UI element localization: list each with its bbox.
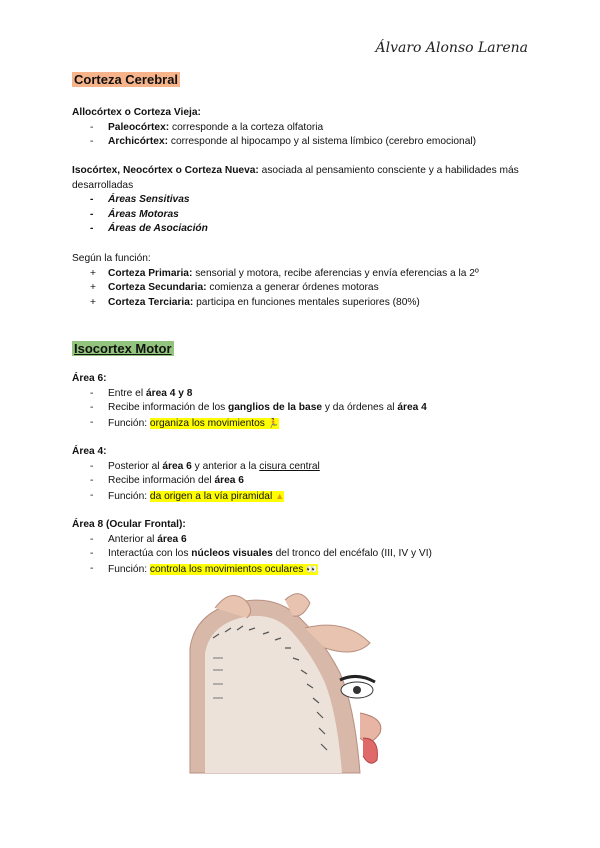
dash-marker: - [90, 475, 94, 487]
list-item [72, 562, 542, 578]
item-bold: Paleocórtex: [108, 121, 170, 133]
funcion-block [72, 252, 542, 310]
item-text: comienza a generar órdenes motoras [206, 282, 379, 294]
item-text: corresponde a la corteza olfatoria [169, 121, 324, 133]
list-item [72, 222, 542, 237]
dash-marker: - [90, 387, 94, 399]
text: controla los movimientos oculares [149, 563, 304, 575]
text: y anterior a la [191, 460, 260, 472]
highlighted-text [150, 418, 279, 429]
bold-text: núcleos visuales [191, 548, 273, 560]
text: Entre el [108, 387, 146, 399]
dash-marker: - [90, 416, 94, 428]
text: organiza los movimientos [149, 417, 265, 429]
list-item [72, 474, 542, 489]
dash-marker: - [90, 223, 94, 235]
section-title-corteza: Corteza Cerebral [74, 72, 179, 87]
item-text: Áreas Sensitivas [108, 194, 190, 206]
area4-block [72, 445, 542, 504]
runner-icon: 🏃 [267, 417, 280, 428]
dash-marker: - [90, 489, 94, 501]
motor-homunculus-illustration [185, 588, 400, 778]
text: Posterior al [108, 460, 163, 472]
text: Función: [108, 417, 150, 429]
list-item [72, 416, 542, 432]
dash-marker: - [90, 562, 94, 574]
list-item [72, 193, 542, 208]
bold-text: ganglios de la base [228, 402, 323, 414]
text: y da órdenes al [322, 402, 398, 414]
author-name: Álvaro Alonso Larena [375, 40, 528, 56]
bold-text: área 6 [162, 460, 192, 472]
isocortex-text: asociada al pensamiento consciente y a habilidades más desarrolladas [72, 165, 519, 191]
area8-heading: Área 8 (Ocular Frontal): [72, 519, 186, 530]
item-bold: Corteza Primaria: [108, 267, 193, 279]
list-item [72, 208, 542, 223]
list-item [72, 387, 542, 402]
section-title-isocortex-motor: Isocortex Motor [74, 341, 172, 356]
item-text: sensorial y motora, recibe aferencias y envía eferencias a la 2º [192, 267, 479, 279]
plus-marker: + [90, 296, 96, 308]
isocortex-block [72, 164, 542, 237]
item-bold: Corteza Terciaria: [108, 296, 194, 308]
text: Recibe información de los [108, 402, 229, 414]
dash-marker: - [90, 460, 94, 472]
area4-heading: Área 4: [72, 446, 107, 457]
warning-triangle-icon: ▲ [275, 490, 285, 501]
highlighted-text [150, 491, 284, 502]
area6-block [72, 372, 542, 431]
item-text: participa en funciones mentales superiores (80%) [193, 296, 420, 308]
list-item [72, 401, 542, 416]
funcion-intro: Según la función: [72, 253, 151, 264]
bold-text: área 4 [397, 402, 427, 414]
list-item [72, 267, 542, 282]
text: Anterior al [108, 533, 158, 545]
dash-marker: - [90, 194, 94, 206]
item-text: corresponde al hipocampo y al sistema límbico (cerebro emocional) [168, 136, 477, 148]
text: da origen a la vía piramidal [149, 490, 273, 502]
item-text: Áreas Motoras [108, 208, 179, 220]
allocortex-heading: Allocórtex o Corteza Vieja: [72, 107, 201, 118]
list-item [72, 547, 542, 562]
dash-marker: - [90, 121, 94, 133]
list-item [72, 135, 542, 150]
bold-text: área 6 [157, 533, 187, 545]
list-item [72, 533, 542, 548]
item-text: Áreas de Asociación [108, 223, 208, 235]
item-bold: Corteza Secundaria: [108, 282, 207, 294]
item-bold: Archicórtex: [108, 136, 169, 148]
dash-marker: - [90, 533, 94, 545]
bold-text: área 4 y 8 [145, 387, 193, 399]
dash-marker: - [90, 136, 94, 148]
text: Recibe información del [108, 475, 215, 487]
area6-heading: Área 6: [72, 373, 107, 384]
bold-text: área 6 [214, 475, 244, 487]
dash-marker: - [90, 548, 94, 560]
isocortex-paragraph [72, 164, 542, 193]
allocortex-block [72, 106, 542, 150]
list-item [72, 121, 542, 136]
text: Interactúa con los [108, 548, 192, 560]
isocortex-heading: Isocórtex, Neocórtex o Corteza Nueva: [72, 165, 259, 176]
plus-marker: + [90, 282, 96, 294]
list-item [72, 460, 542, 475]
text: del tronco del encéfalo (III, IV y VI) [272, 548, 432, 560]
dash-marker: - [90, 402, 94, 414]
text: Función: [108, 490, 150, 502]
list-item [72, 489, 542, 505]
dash-marker: - [90, 208, 94, 220]
list-item [72, 296, 542, 311]
list-item [72, 281, 542, 296]
plus-marker: + [90, 267, 96, 279]
highlighted-text [150, 564, 318, 575]
eyes-icon: 👀 [306, 563, 318, 574]
text: Función: [108, 563, 150, 575]
underlined-text: cisura central [259, 460, 320, 472]
area8-block [72, 518, 542, 577]
